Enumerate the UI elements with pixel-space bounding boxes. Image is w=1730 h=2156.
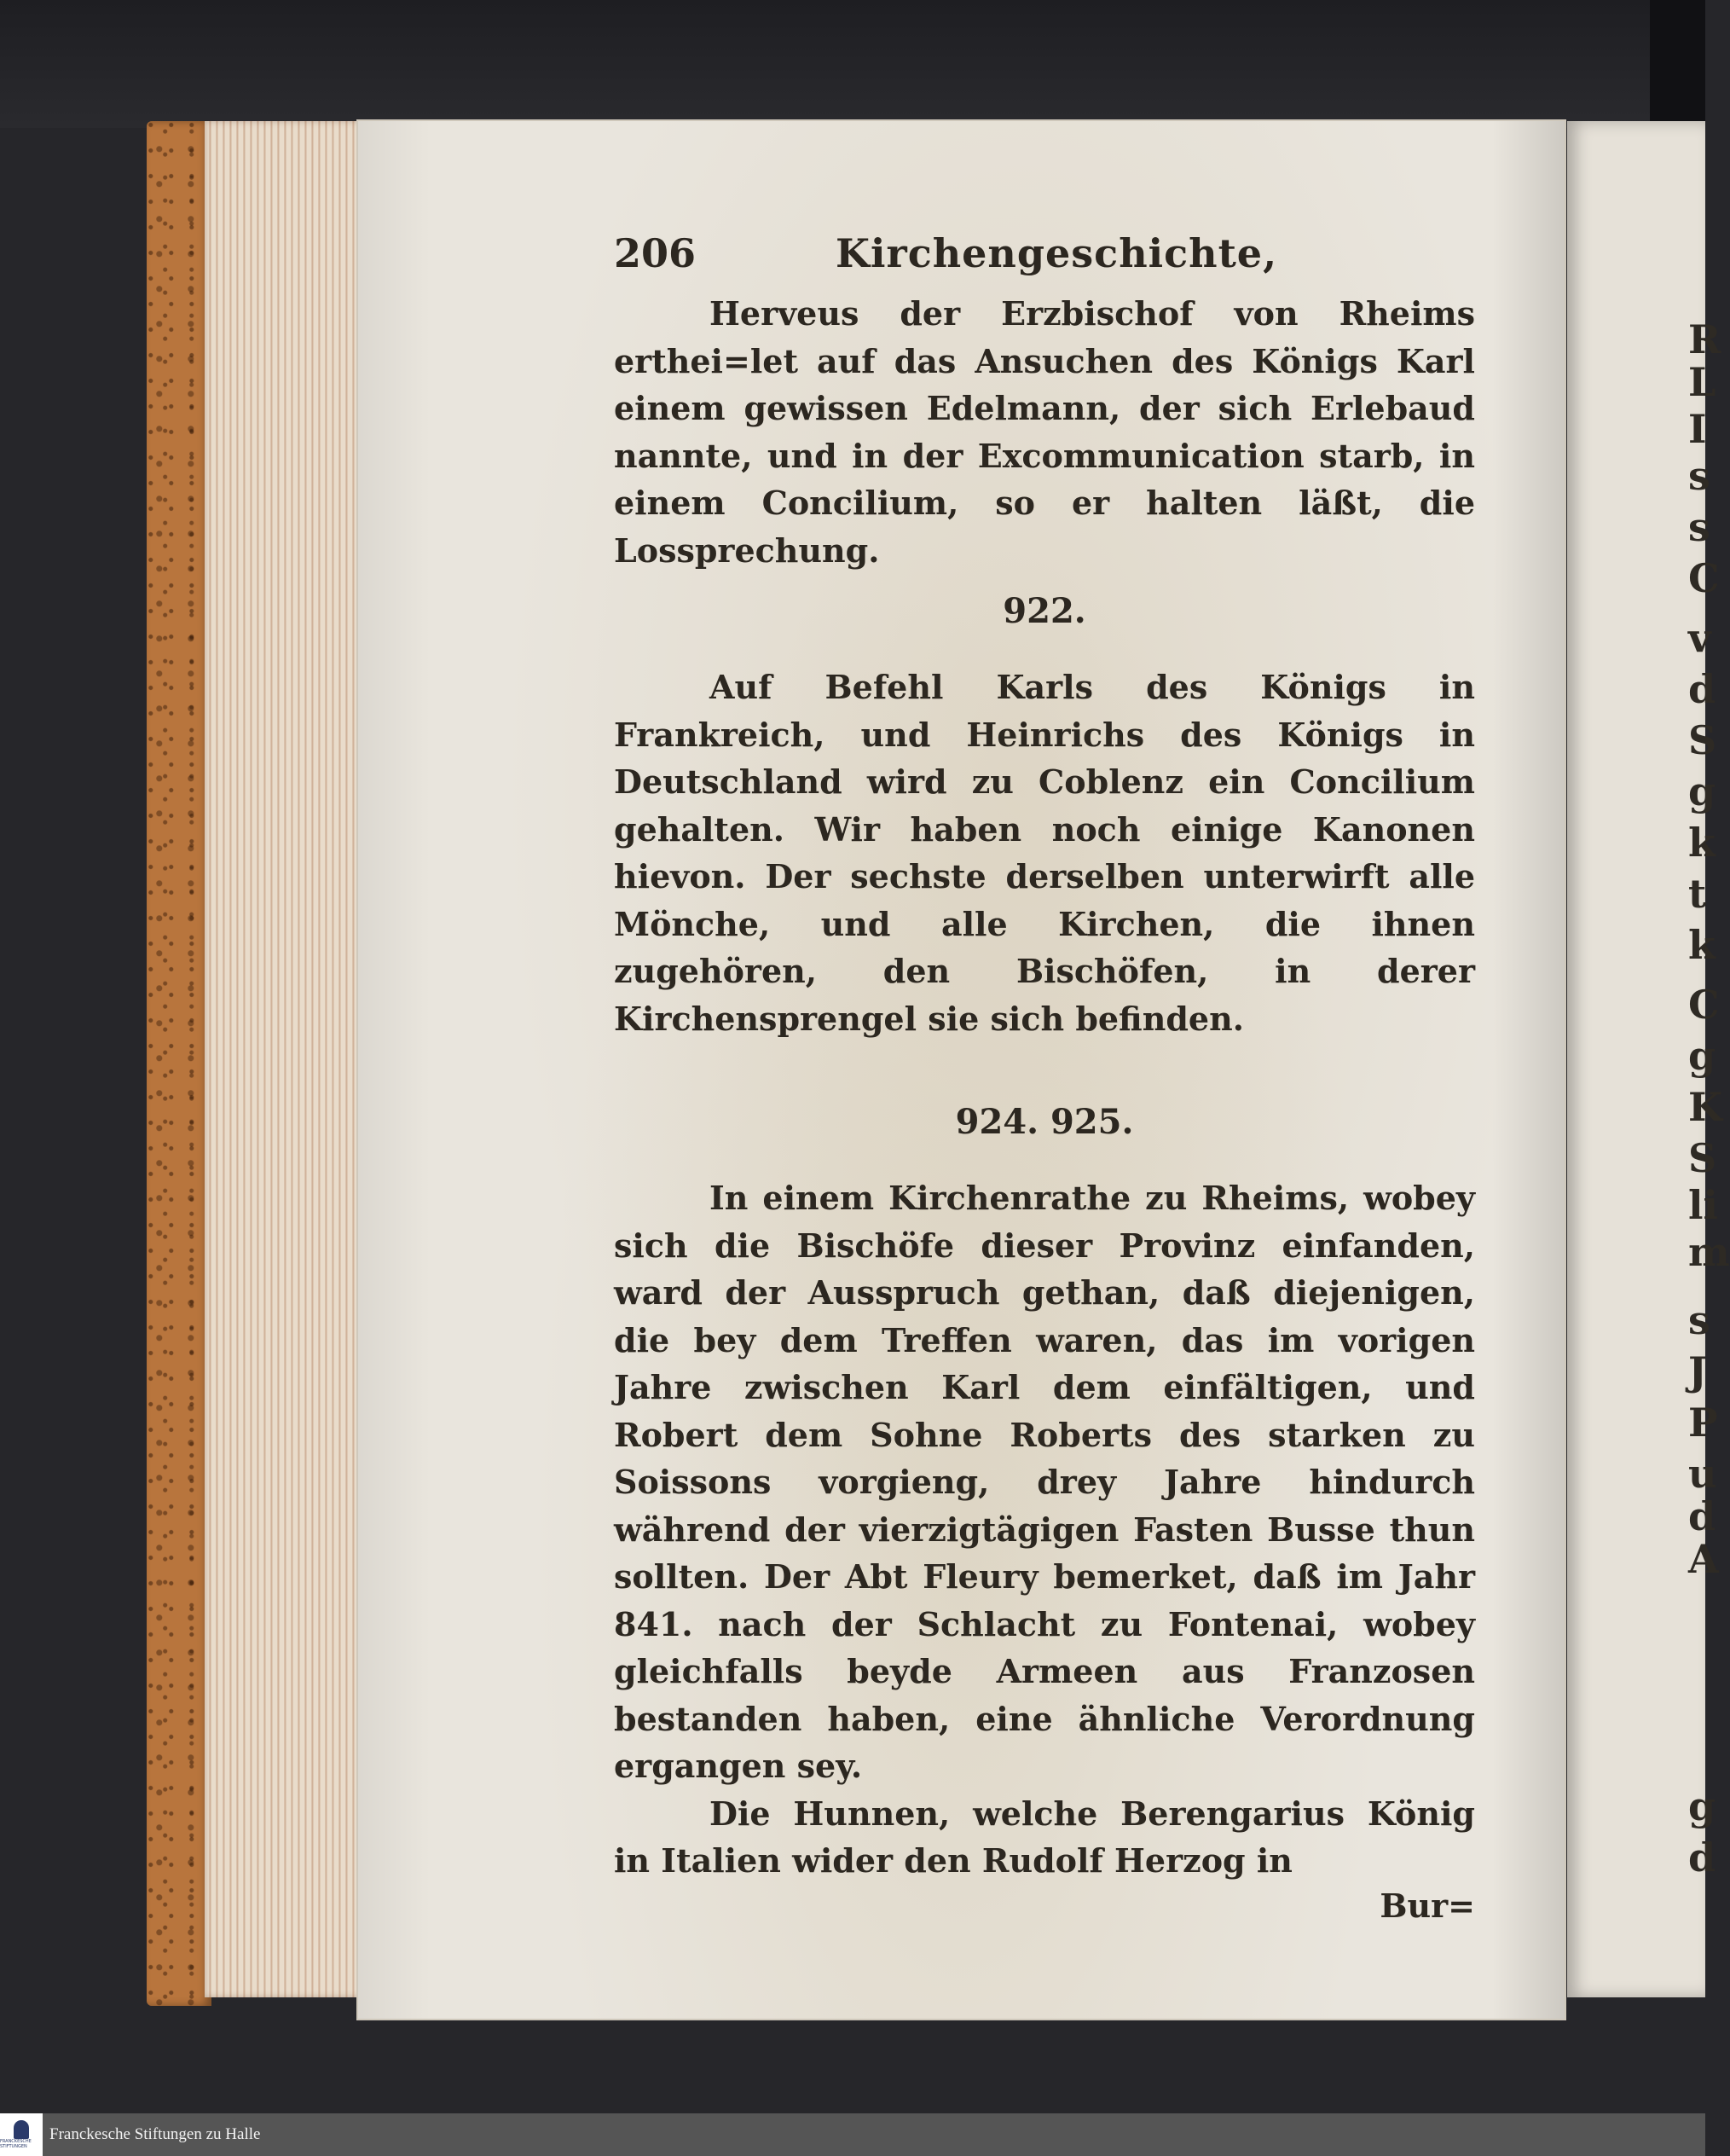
logo-mark-icon <box>14 2120 29 2139</box>
footer-bar <box>0 2113 1705 2156</box>
catchword: Bur= <box>1380 1886 1475 1925</box>
adjacent-page-fragment: K <box>1688 1084 1722 1130</box>
adjacent-page-fragment: C <box>1688 982 1720 1028</box>
paragraph-hunnen: Die Hunnen, welche Berengarius König in Italien wider den Rudolf Herzog in <box>614 1794 1475 1880</box>
adjacent-page-fragment: u <box>1688 1451 1717 1497</box>
paragraph-coblenz: Auf Befehl Karls des Königs in Frankreich, und Heinrichs des Königs in Deutschland wird zu Coblenz ein Concilium gehalten. Wir haben noch einige Kanonen hievon. Der sechste derselben unterwirft alle Mönche, und alle Kirchen, die ihnen zugehören, den Bischöfen, in derer Kirchensprengel sie sich befinden. <box>614 668 1475 1038</box>
paragraph-rheims: In einem Kirchenrathe zu Rheims, wobey sich die Bischöfe dieser Provinz einfanden, ward der Ausspruch gethan, daß diejenigen, die bey dem Treffen waren, das im vorigen Jahre zwischen Karl dem einfältigen, und Robert dem Sohne Roberts des starken zu Soissons vorgieng, drey Jahre hindurch während der vierzigtägigen Fasten Busse thun sollten. Der Abt Fleury bemerket, daß im Jahr 841. nach der Schlacht zu Fontenai, wobey gleichfalls beyde Armeen aus Franzosen bestanden haben, eine ähnliche Verordnung ergangen sey. <box>614 1179 1475 1785</box>
adjacent-page-fragment: g <box>1688 1783 1716 1829</box>
adjacent-page-fragment: C <box>1688 555 1720 601</box>
adjacent-page-fragment: g <box>1688 768 1716 814</box>
backdrop-corner <box>1650 0 1705 128</box>
adjacent-page-fragment: k <box>1688 820 1716 866</box>
adjacent-page-fragment: g <box>1688 1033 1716 1079</box>
footer-label: Franckesche Stiftungen zu Halle <box>49 2125 261 2143</box>
logo-text: FRANCKESCHE STIFTUNGEN <box>0 2139 32 2149</box>
page-text <box>614 230 1475 1927</box>
adjacent-page-fragment: s <box>1688 453 1710 499</box>
page-number: 206 <box>614 230 697 276</box>
adjacent-page <box>1567 121 1730 1997</box>
backdrop <box>0 0 1705 128</box>
adjacent-page-fragment: S <box>1688 1135 1717 1181</box>
adjacent-page-fragment: A <box>1688 1536 1719 1582</box>
adjacent-page-fragment: m <box>1688 1229 1730 1275</box>
adjacent-page-fragment: R <box>1688 316 1721 362</box>
adjacent-page-fragment: I <box>1688 406 1707 452</box>
adjacent-page-fragment: L <box>1688 359 1716 405</box>
page-stack-edges <box>205 121 367 1997</box>
year-heading-924-925: 924. 925. <box>955 1102 1134 1142</box>
page-header <box>614 230 1475 290</box>
adjacent-page-fragment: k <box>1688 922 1716 968</box>
adjacent-page-fragment: t <box>1688 871 1707 917</box>
adjacent-page-fragment: li <box>1688 1182 1718 1228</box>
running-head: Kirchengeschichte, <box>836 230 1278 276</box>
adjacent-page-fragment: d <box>1688 1493 1716 1539</box>
adjacent-page-fragment: v <box>1688 615 1711 661</box>
adjacent-page-fragment: P <box>1688 1400 1718 1446</box>
adjacent-page-fragment: s <box>1688 504 1710 550</box>
adjacent-page-fragment: J <box>1688 1348 1707 1394</box>
institution-logo <box>0 2113 43 2156</box>
adjacent-page-fragment: S <box>1688 717 1717 763</box>
book-cover-edge <box>147 121 211 2006</box>
adjacent-page-fragment: d <box>1688 666 1716 712</box>
paragraph-herveus: Herveus der Erzbischof von Rheims erthei=let auf das Ansuchen des Königs Karl einem gewissen Edelmann, der sich Erlebaud nannte, und in der Excommunication starb, in einem Concilium, so er halten läßt, die Lossprechung. <box>614 294 1475 570</box>
year-heading-922: 922. <box>1003 591 1086 631</box>
adjacent-page-fragment: d <box>1688 1834 1716 1881</box>
adjacent-page-fragment: s <box>1688 1297 1710 1343</box>
